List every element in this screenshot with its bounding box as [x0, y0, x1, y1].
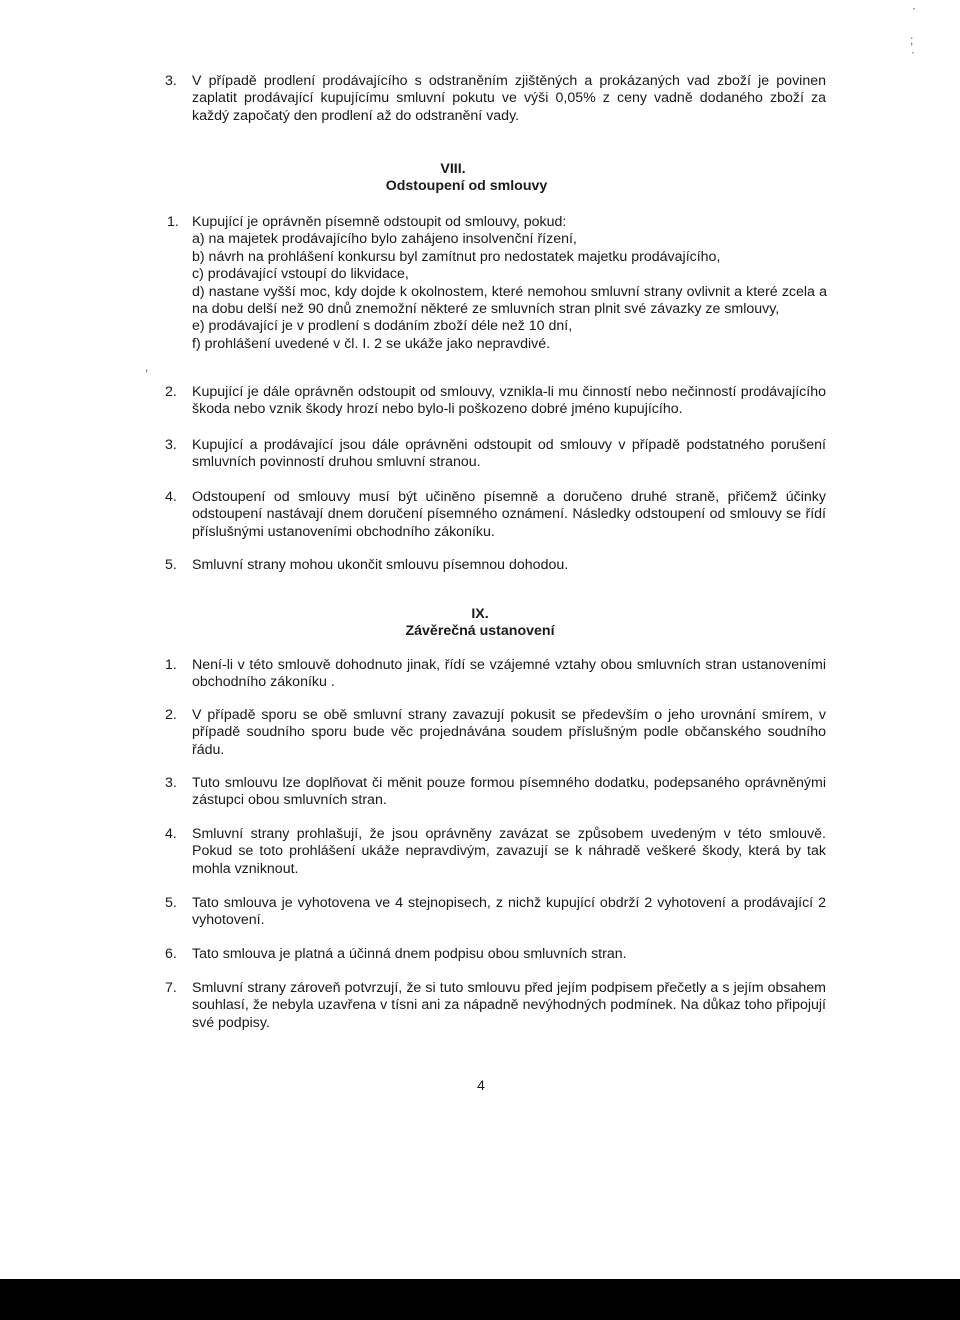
- scan-mark: ·: [911, 45, 915, 59]
- clause-ix-7: [165, 980, 826, 1032]
- clause-text: Smluvní strany mohou ukončit smlouvu písemnou dohodou.: [192, 557, 569, 573]
- clause-ix-5: [165, 895, 826, 930]
- section-heading-ix: [0, 606, 960, 641]
- clause-viii-2: [165, 384, 826, 419]
- clause-number: 3.: [165, 437, 177, 453]
- clause-number: 1.: [165, 657, 177, 673]
- scan-border: [0, 1279, 960, 1320]
- clause-ix-6: [165, 946, 826, 963]
- clause-number: 2.: [165, 384, 177, 400]
- clause-vii-3: [165, 73, 826, 125]
- clause-number: 3.: [165, 73, 177, 89]
- section-heading-viii: [0, 161, 960, 196]
- subitem: d) nastane vyšší moc, kdy dojde k okolnostem, které nemohou smluvní strany ovlivnit a které zcela a na dobu delší než 90 dnů znemožní některé ze smluvních stran plnit své závazky ze smlouvy,: [192, 283, 827, 318]
- clause-number: 5.: [165, 557, 177, 573]
- clause-number: 6.: [165, 946, 177, 962]
- subitem: f) prohlášení uvedené v čl. I. 2 se ukáže jako nepravdivé.: [192, 335, 551, 352]
- clause-text: Kupující je dále oprávněn odstoupit od smlouvy, vznikla-li mu činností nebo nečinností prodávajícího škoda nebo vznik škody hrozí nebo bylo-li poškozeno dobré jméno kupujícího.: [192, 384, 826, 418]
- section-number: IX.: [471, 606, 489, 622]
- clause-text: Není-li v této smlouvě dohodnuto jinak, řídí se vzájemné vztahy obou smluvních stran ustanoveními obchodního zákoníku .: [192, 657, 826, 691]
- clause-ix-3: [165, 775, 826, 810]
- clause-text: Odstoupení od smlouvy musí být učiněno písemně a doručeno druhé straně, přičemž účinky odstoupení nastávají dnem doručení písemného oznámení. Následky odstoupení od smlouvy se řídí příslušnými ustanoveními obchodního zákoníku.: [192, 489, 826, 540]
- clause-number: 1.: [167, 214, 179, 230]
- clause-text: Kupující je oprávněn písemně odstoupit od smlouvy, pokud:: [192, 214, 567, 230]
- clause-viii-4: [165, 489, 826, 541]
- clause-ix-4: [165, 826, 826, 878]
- clause-subitems: [192, 231, 827, 353]
- clause-viii-1: [167, 214, 827, 353]
- clause-text: Tuto smlouvu lze doplňovat či měnit pouze formou písemného dodatku, podepsaného oprávněnými zástupci obou smluvních stran.: [192, 775, 826, 809]
- clause-viii-5: [165, 557, 826, 574]
- clause-ix-2: [165, 707, 826, 759]
- subitem: e) prodávající je v prodlení s dodáním zboží déle než 10 dní,: [192, 318, 573, 335]
- subitem: a) na majetek prodávajícího bylo zahájeno insolvenční řízení,: [192, 231, 577, 248]
- scan-mark: ;: [910, 33, 914, 47]
- clause-text: Kupující a prodávající jsou dále oprávněni odstoupit od smlouvy v případě podstatného porušení smluvních povinností druhou smluvní stranou.: [192, 437, 826, 471]
- clause-number: 2.: [165, 707, 177, 723]
- section-title: Závěrečná ustanovení: [405, 623, 555, 640]
- clause-text: Smluvní strany prohlašují, že jsou oprávněny zavázat se způsobem uvedeným v této smlouvě. Pokud se toto prohlášení ukáže nepravdivým, zavazují se k náhradě veškeré škody, která by tak mohla vzniknout.: [192, 826, 826, 877]
- subitem: b) návrh na prohlášení konkursu byl zamítnut pro nedostatek majetku prodávajícího,: [192, 248, 721, 265]
- clause-text: Tato smlouva je vyhotovena ve 4 stejnopisech, z nichž kupující obdrží 2 vyhotovení a prodávající 2 vyhotovení.: [192, 895, 826, 929]
- clause-text: Smluvní strany zároveň potvrzují, že si tuto smlouvu před jejím podpisem přečetly a s jejím obsahem souhlasí, že nebyla uzavřena v tísni ani za nápadně nevýhodných podmínek. Na důkaz toho připojují své podpisy.: [192, 980, 826, 1031]
- clause-number: 7.: [165, 980, 177, 996]
- page-number: 4: [477, 1078, 485, 1094]
- subitem: c) prodávající vstoupí do likvidace,: [192, 266, 409, 283]
- clause-text: Tato smlouva je platná a účinná dnem podpisu obou smluvních stran.: [192, 946, 627, 962]
- clause-text: V případě prodlení prodávajícího s odstraněním zjištěných a prokázaných vad zboží je povinen zaplatit prodávající kupujícímu smluvní pokutu ve výši 0,05% z ceny vadně dodaného zboží za každý započatý den prodlení až do odstranění vady.: [192, 73, 826, 124]
- clause-number: 4.: [165, 826, 177, 842]
- section-number: VIII.: [440, 161, 466, 177]
- clause-ix-1: [165, 657, 826, 692]
- clause-text: V případě sporu se obě smluvní strany zavazují pokusit se především o jeho urovnání smírem, v případě soudního sporu bude věc projednávána soudem příslušným podle občanského soudního řádu.: [192, 707, 826, 758]
- clause-number: 3.: [165, 775, 177, 791]
- clause-viii-3: [165, 437, 826, 472]
- scan-mark: ·: [912, 1, 916, 15]
- scan-mark: ,: [145, 360, 149, 374]
- clause-number: 4.: [165, 489, 177, 505]
- section-title: Odstoupení od smlouvy: [385, 178, 548, 195]
- clause-number: 5.: [165, 895, 177, 911]
